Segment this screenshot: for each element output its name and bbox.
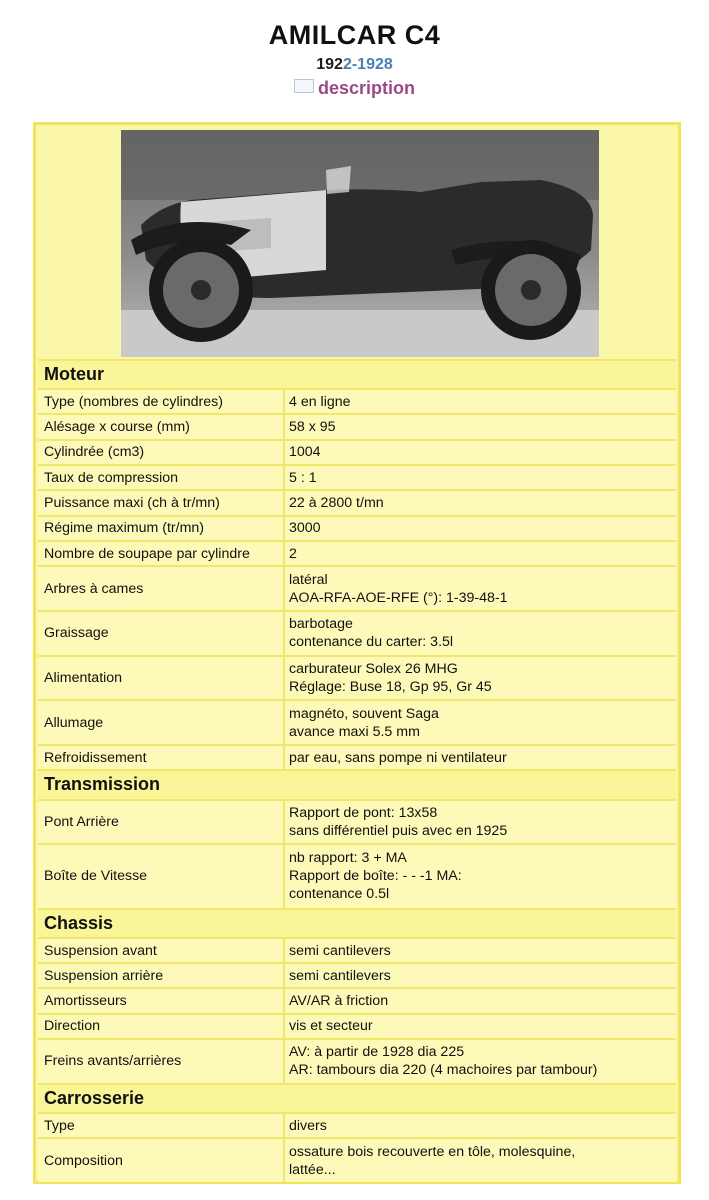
description-row[interactable] xyxy=(0,78,709,99)
spec-value xyxy=(285,517,676,540)
spec-value-line: 22 à 2800 t/mn xyxy=(289,495,384,512)
spec-label: Allumage xyxy=(38,701,285,744)
spec-label: Amortisseurs xyxy=(38,989,285,1012)
spec-row xyxy=(38,413,676,438)
spec-row xyxy=(38,699,676,744)
spec-value-line: AR: tambours dia 220 (4 machoires par tambour) xyxy=(289,1062,598,1079)
spec-row xyxy=(38,515,676,540)
spec-value-line: contenance 0.5l xyxy=(289,886,390,903)
spec-value-line: Rapport de boîte: - - -1 MA: xyxy=(289,868,462,885)
spec-value-line: ossature bois recouverte en tôle, molesquine, xyxy=(289,1143,576,1160)
spec-label: Freins avants/arrières xyxy=(38,1040,285,1083)
spec-label: Puissance maxi (ch à tr/mn) xyxy=(38,491,285,514)
spec-value xyxy=(285,415,676,438)
spec-value xyxy=(285,964,676,987)
spec-value xyxy=(285,1040,676,1083)
spec-label: Cylindrée (cm3) xyxy=(38,441,285,464)
spec-value xyxy=(285,567,676,610)
spec-row xyxy=(38,1013,676,1038)
spec-label: Alésage x course (mm) xyxy=(38,415,285,438)
spec-value-line: sans différentiel puis avec en 1925 xyxy=(289,822,508,839)
spec-label: Taux de compression xyxy=(38,466,285,489)
spec-value xyxy=(285,845,676,908)
spec-label: Régime maximum (tr/mn) xyxy=(38,517,285,540)
spec-value-line: vis et secteur xyxy=(289,1018,373,1035)
section-header: Chassis xyxy=(38,908,676,937)
section-header: Moteur xyxy=(38,359,676,388)
spec-value-line: latéral xyxy=(289,571,328,588)
spec-value-line: semi cantilevers xyxy=(289,942,391,959)
spec-row xyxy=(38,1038,676,1083)
spec-value-line: AV/AR à friction xyxy=(289,993,389,1010)
spec-row xyxy=(38,744,676,769)
spec-value-line: 58 x 95 xyxy=(289,419,336,436)
spec-label: Arbres à cames xyxy=(38,567,285,610)
spec-sheet xyxy=(33,122,681,1184)
spec-value-line: 5 : 1 xyxy=(289,469,317,486)
spec-value xyxy=(285,746,676,769)
spec-value-line: contenance du carter: 3.5l xyxy=(289,634,454,651)
spec-label: Pont Arrière xyxy=(38,801,285,844)
years-start: 192 xyxy=(316,56,343,73)
car-photo-drawing xyxy=(121,130,599,357)
broken-image-icon xyxy=(294,79,314,93)
spec-value xyxy=(285,1114,676,1137)
spec-value-line: barbotage xyxy=(289,616,353,633)
spec-value xyxy=(285,441,676,464)
spec-row xyxy=(38,655,676,700)
years-end: 2-1928 xyxy=(342,56,393,73)
spec-value xyxy=(285,491,676,514)
spec-label: Type xyxy=(38,1114,285,1137)
spec-label: Nombre de soupape par cylindre xyxy=(38,542,285,565)
spec-value-line: nb rapport: 3 + MA xyxy=(289,850,407,867)
spec-value-line: 4 en ligne xyxy=(289,393,351,410)
spec-row xyxy=(38,439,676,464)
spec-label: Suspension arrière xyxy=(38,964,285,987)
spec-value-line: magnéto, souvent Saga xyxy=(289,705,439,722)
spec-value-line: 1004 xyxy=(289,444,321,461)
spec-value xyxy=(285,657,676,700)
spec-label: Refroidissement xyxy=(38,746,285,769)
spec-row xyxy=(38,1137,676,1182)
spec-label: Composition xyxy=(38,1139,285,1182)
spec-row xyxy=(38,1112,676,1137)
car-photo xyxy=(121,130,599,357)
spec-value-line: 3000 xyxy=(289,520,321,537)
section-header: Transmission xyxy=(38,769,676,798)
spec-label: Alimentation xyxy=(38,657,285,700)
spec-value-line: carburateur Solex 26 MHG xyxy=(289,660,458,677)
section-header: Carrosserie xyxy=(38,1083,676,1112)
spec-value-line: lattée... xyxy=(289,1161,336,1178)
spec-label: Suspension avant xyxy=(38,939,285,962)
spec-row xyxy=(38,464,676,489)
spec-value-line: AOA-RFA-AOE-RFE (°): 1-39-48-1 xyxy=(289,589,508,606)
spec-row xyxy=(38,388,676,413)
spec-row xyxy=(38,937,676,962)
spec-value-line: AV: à partir de 1928 dia 225 xyxy=(289,1044,465,1061)
spec-row xyxy=(38,489,676,514)
spec-value-line: par eau, sans pompe ni ventilateur xyxy=(289,749,507,766)
spec-value xyxy=(285,989,676,1012)
spec-value xyxy=(285,801,676,844)
spec-row xyxy=(38,565,676,610)
spec-value xyxy=(285,612,676,655)
spec-value-line: Rapport de pont: 13x58 xyxy=(289,804,438,821)
page-title: AMILCAR C4 xyxy=(268,20,441,50)
spec-row xyxy=(38,987,676,1012)
spec-value-line: avance maxi 5.5 mm xyxy=(289,723,420,740)
spec-row xyxy=(38,843,676,908)
spec-label: Boîte de Vitesse xyxy=(38,845,285,908)
spec-value-line: divers xyxy=(289,1117,327,1134)
spec-table xyxy=(38,359,676,1182)
spec-label: Direction xyxy=(38,1015,285,1038)
spec-value xyxy=(285,466,676,489)
spec-value xyxy=(285,939,676,962)
spec-value xyxy=(285,390,676,413)
spec-value-line: 2 xyxy=(289,545,297,562)
spec-value-line: Réglage: Buse 18, Gp 95, Gr 45 xyxy=(289,678,492,695)
header xyxy=(0,0,709,120)
spec-row xyxy=(38,610,676,655)
spec-label: Graissage xyxy=(38,612,285,655)
spec-value xyxy=(285,542,676,565)
spec-value xyxy=(285,701,676,744)
spec-row xyxy=(38,540,676,565)
spec-row xyxy=(38,799,676,844)
spec-value xyxy=(285,1015,676,1038)
spec-label: Type (nombres de cylindres) xyxy=(38,390,285,413)
production-years xyxy=(0,56,709,74)
description-link[interactable]: description xyxy=(317,78,415,98)
spec-value xyxy=(285,1139,676,1182)
spec-row xyxy=(38,962,676,987)
spec-value-line: semi cantilevers xyxy=(289,967,391,984)
